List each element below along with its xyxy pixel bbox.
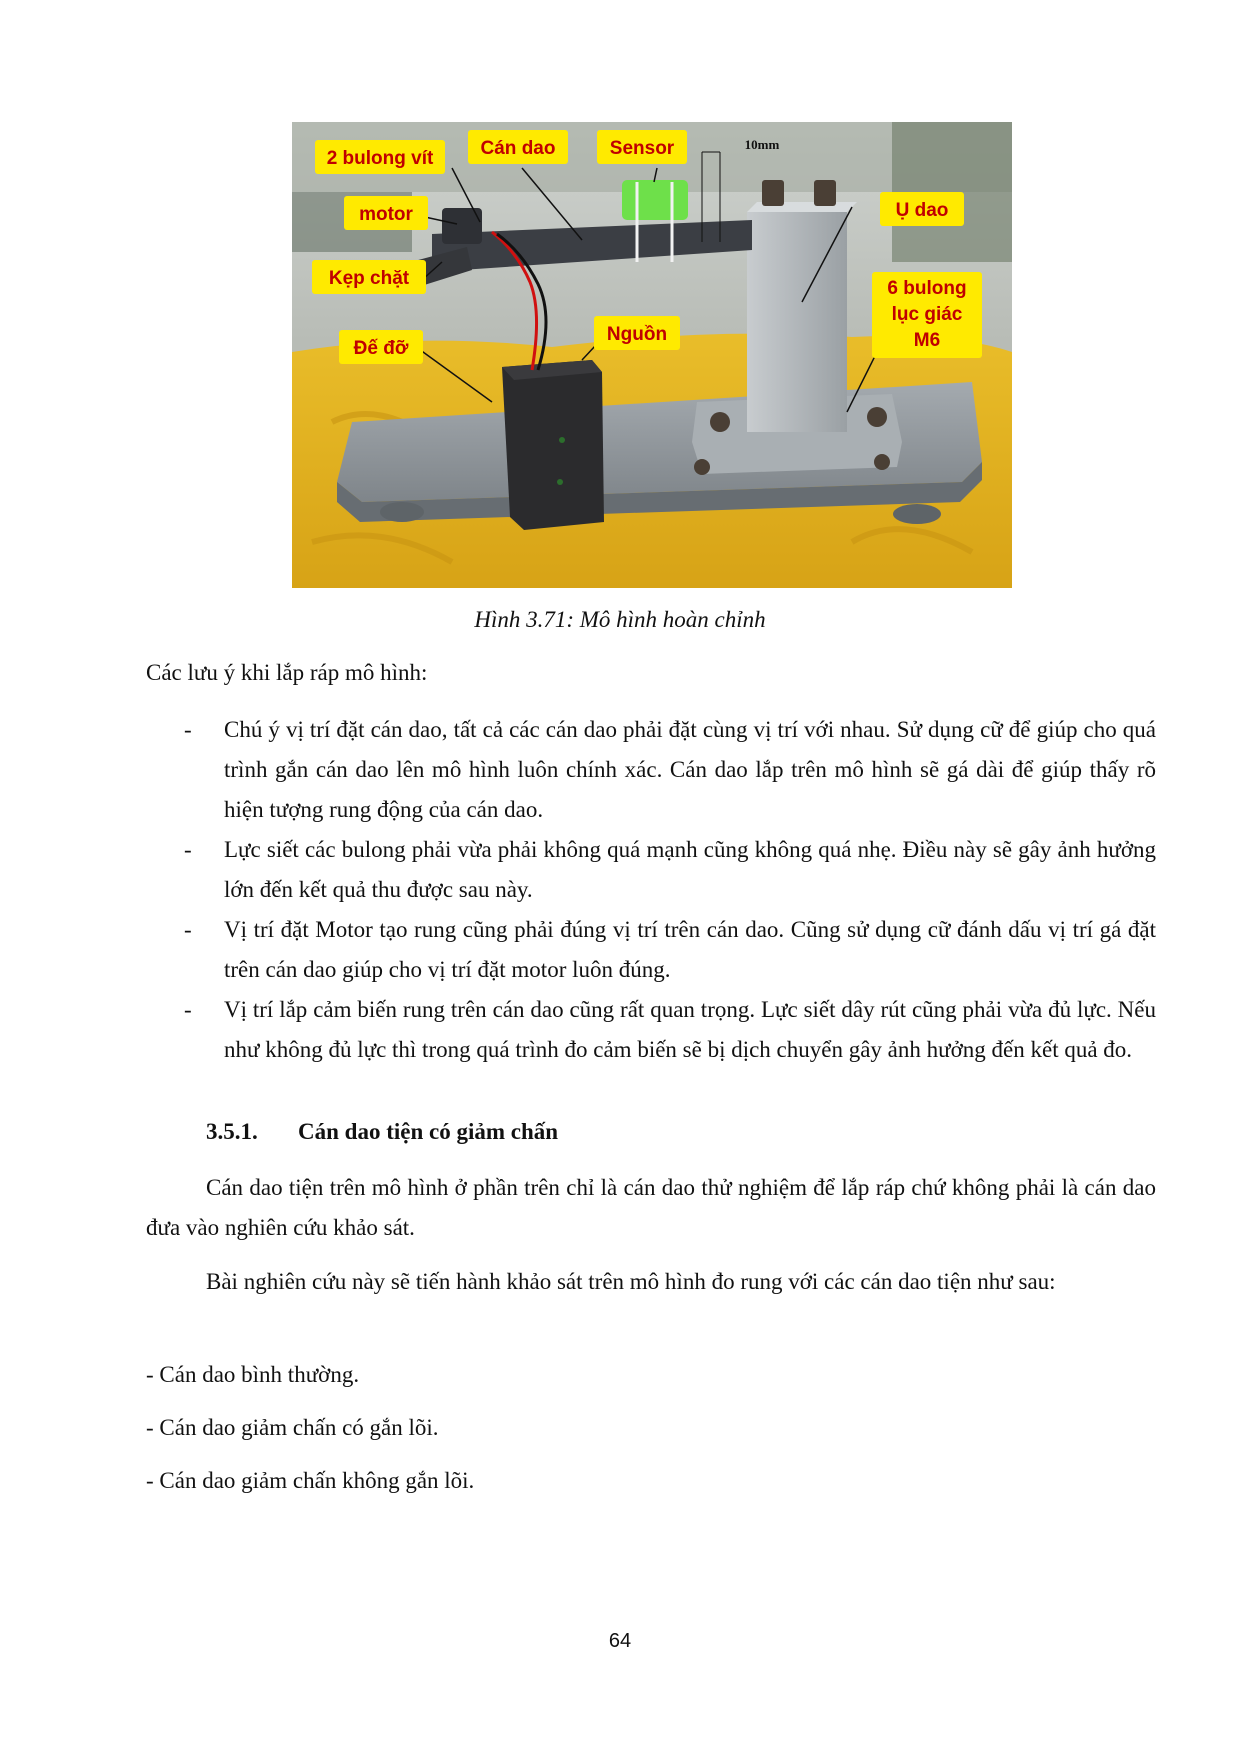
foot-right	[893, 504, 941, 524]
svg-text:Đế đỡ: Đế đỡ	[353, 338, 409, 359]
label-kep-chat	[312, 260, 426, 294]
svg-text:6 bulong: 6 bulong	[887, 278, 967, 299]
label-6-bulong-luc-giac-m6	[872, 272, 982, 358]
svg-text:Cán dao: Cán dao	[480, 138, 556, 159]
bullet-text: Vị trí đặt Motor tạo rung cũng phải đúng vị trí trên cán dao. Cũng sử dụng cữ đánh dấu vị trí gá đặt trên cán dao giúp cho vị trí đặt motor luôn đúng.	[224, 917, 1156, 982]
svg-text:Kẹp chặt: Kẹp chặt	[328, 268, 410, 289]
bullet-marker: -	[184, 837, 192, 862]
svg-text:2 bulong vít: 2 bulong vít	[326, 148, 434, 169]
paragraph: Cán dao tiện trên mô hình ở phần trên chỉ là cán dao thử nghiệm để lắp ráp chứ không phải là cán dao đưa vào nghiên cứu khảo sát.	[146, 1175, 1156, 1240]
intro-text: Các lưu ý khi lắp ráp mô hình:	[146, 660, 428, 685]
bullet-text: Vị trí lắp cảm biến rung trên cán dao cũng rất quan trọng. Lực siết dây rút cũng phải vừa đủ lực. Nếu như không đủ lực thì trong quá trình đo cảm biến sẽ bị dịch chuyển gây ảnh hưởng đến kết quả đo.	[224, 997, 1156, 1062]
svg-text:M6: M6	[913, 330, 941, 351]
bullet-item	[146, 910, 1156, 990]
bullet-item	[146, 990, 1156, 1070]
bullet-marker: -	[184, 917, 192, 942]
bullet-marker: -	[184, 997, 192, 1022]
bullet-list	[146, 710, 1156, 1070]
label-nguon	[594, 316, 680, 350]
bolt-base-right	[867, 407, 887, 427]
paragraph: Bài nghiên cứu này sẽ tiến hành khảo sát trên mô hình đo rung với các cán dao tiện như sau:	[206, 1269, 1056, 1294]
svg-text:lục giác: lục giác	[891, 304, 963, 325]
bullet-item	[146, 830, 1156, 910]
svg-text:Sensor: Sensor	[609, 138, 675, 159]
label-2-bulong-vit	[315, 140, 445, 174]
label-sensor	[597, 130, 687, 164]
label-can-dao	[468, 130, 568, 164]
list-item: - Cán dao giảm chấn không gắn lõi.	[146, 1468, 475, 1493]
label-de-do	[339, 330, 423, 364]
bolt-top-left	[762, 180, 784, 206]
figure-photo	[292, 122, 1012, 588]
foot-left	[380, 502, 424, 522]
bolt-top-right	[814, 180, 836, 206]
bolt-base-left	[710, 412, 730, 432]
section-title: Cán dao tiện có giảm chấn	[298, 1119, 559, 1144]
list-item: - Cán dao giảm chấn có gắn lõi.	[146, 1415, 439, 1440]
bullet-text: Chú ý vị trí đặt cán dao, tất cả các cán dao phải đặt cùng vị trí với nhau. Sử dụng cữ để giúp cho quá trình gắn cán dao lên mô hình luôn chính xác. Cán dao lắp trên mô hình sẽ gá dài để giúp thấy rõ hiện tượng rung động của cán dao.	[224, 717, 1156, 822]
bullet-item	[146, 710, 1156, 830]
svg-text:Ụ dao: Ụ dao	[895, 200, 949, 221]
dimension-10mm: 10mm	[744, 137, 780, 152]
label-motor	[344, 196, 428, 230]
section-heading	[206, 1119, 558, 1145]
svg-text:motor: motor	[359, 204, 413, 225]
label-u-dao	[880, 192, 964, 226]
figure-caption: Hình 3.71: Mô hình hoàn chỉnh	[474, 607, 766, 632]
section-number: 3.5.1.	[206, 1119, 258, 1144]
sensor-body	[622, 180, 688, 220]
page-number: 64	[608, 1630, 632, 1652]
list-item: - Cán dao bình thường.	[146, 1362, 360, 1387]
bullet-text: Lực siết các bulong phải vừa phải không quá mạnh cũng không quá nhẹ. Điều này sẽ gây ảnh hưởng lớn đến kết quả thu được sau này.	[224, 837, 1156, 902]
bullet-marker: -	[184, 717, 192, 742]
svg-text:Nguồn: Nguồn	[606, 324, 668, 345]
model-photo-illustration	[292, 122, 1012, 588]
power-box	[502, 360, 604, 530]
